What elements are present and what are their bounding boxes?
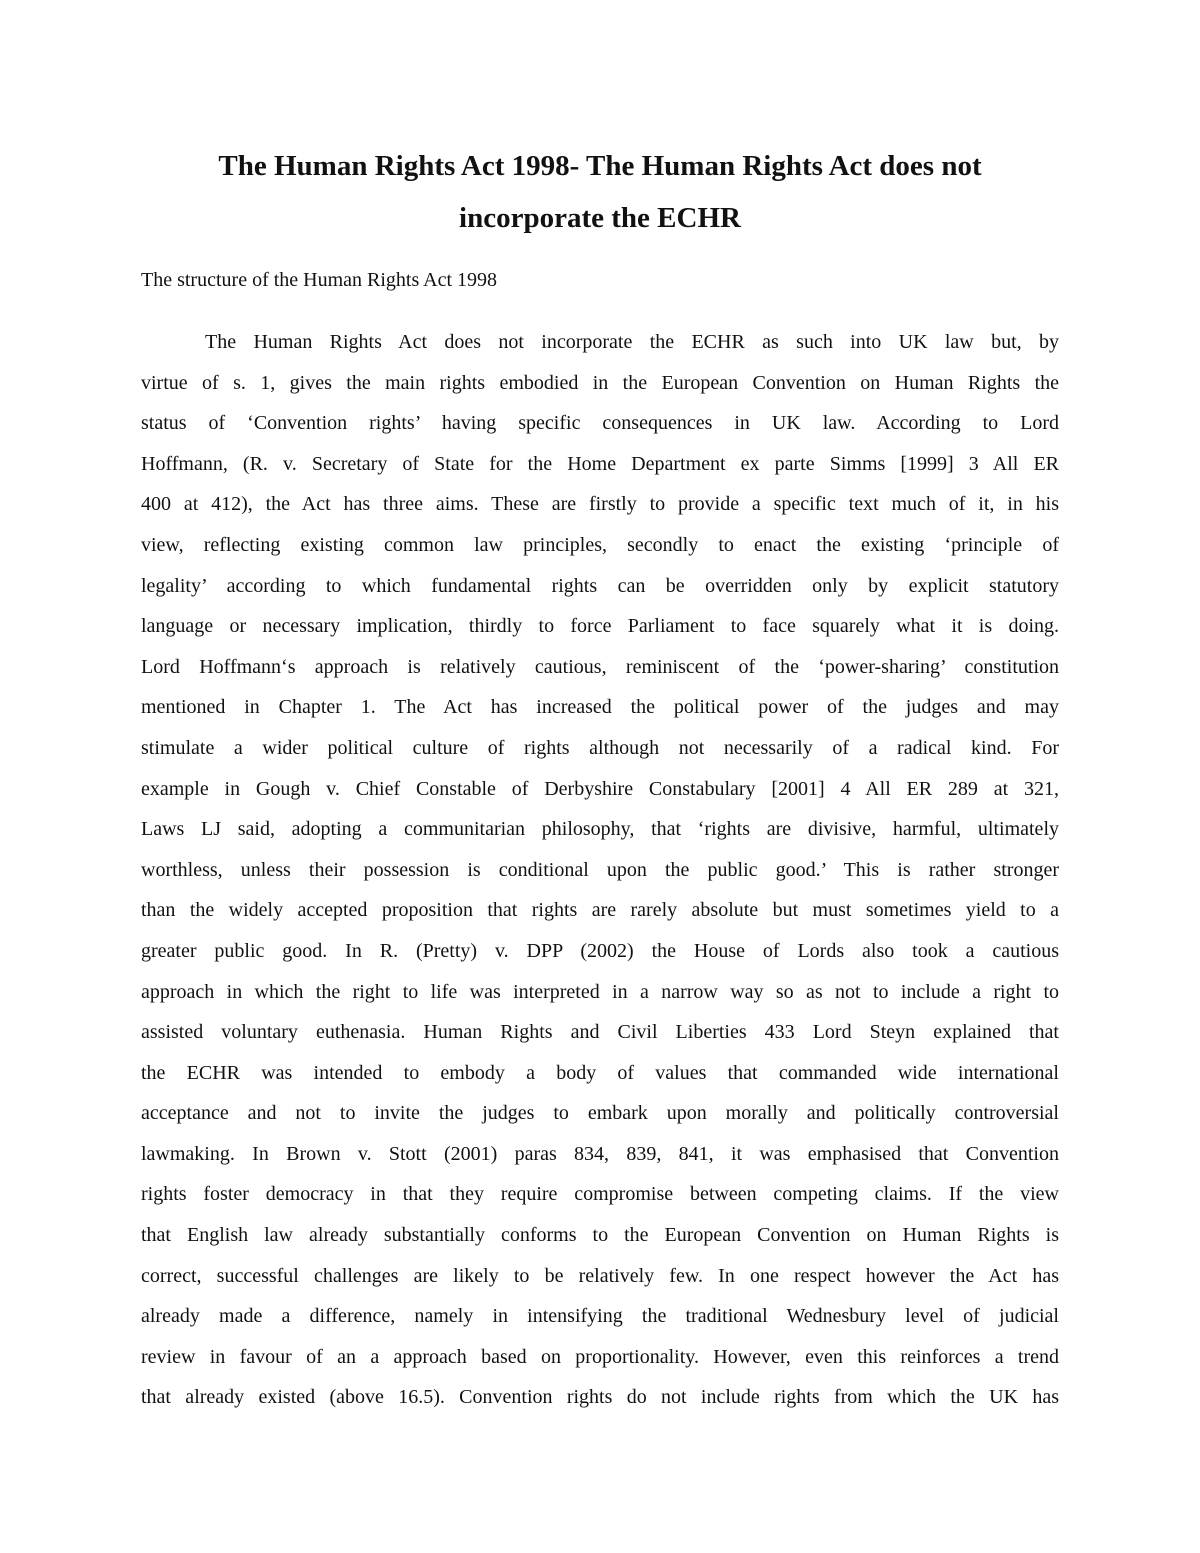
paragraph-line: that English law already substantially conforms to the European Convention on Human Rights is [141,1224,1059,1247]
paragraph-line: Lord Hoffmann‘s approach is relatively cautious, reminiscent of the ‘power-sharing’ constitution [141,655,1059,678]
paragraph-line: language or necessary implication, thirdly to force Parliament to face squarely what it is doing. [141,615,1059,638]
paragraph-line: Hoffmann, (R. v. Secretary of State for the Home Department ex parte Simms [1999] 3 All ER [141,452,1059,475]
paragraph-line: virtue of s. 1, gives the main rights embodied in the European Convention on Human Rights the [141,371,1059,394]
section-subheading: The structure of the Human Rights Act 1998 [141,269,498,291]
paragraph-line: already made a difference, namely in intensifying the traditional Wednesbury level of judicial [141,1305,1059,1328]
document-title [140,140,1060,244]
paragraph-line: that already existed (above 16.5). Convention rights do not include rights from which the UK has [141,1386,1059,1409]
paragraph-line: lawmaking. In Brown v. Stott (2001) paras 834, 839, 841, it was emphasised that Convention [141,1142,1059,1165]
body-paragraph [141,322,1059,1418]
paragraph-line: stimulate a wider political culture of rights although not necessarily of a radical kind. For [141,736,1059,759]
paragraph-line: correct, successful challenges are likely to be relatively few. In one respect however the Act has [141,1264,1059,1287]
paragraph-line: rights foster democracy in that they require compromise between competing claims. If the view [141,1183,1059,1206]
title-line-1: The Human Rights Act 1998- The Human Rights Act does not [218,150,982,182]
paragraph-line: view, reflecting existing common law principles, secondly to enact the existing ‘principle of [141,533,1059,556]
paragraph-line: example in Gough v. Chief Constable of Derbyshire Constabulary [2001] 4 All ER 289 at 321, [141,777,1059,800]
paragraph-line: worthless, unless their possession is conditional upon the public good.’ This is rather stronger [141,858,1059,881]
paragraph-line: 400 at 412), the Act has three aims. These are firstly to provide a specific text much of it, in his [141,493,1059,516]
paragraph-line: Laws LJ said, adopting a communitarian philosophy, that ‘rights are divisive, harmful, ultimately [141,818,1059,841]
paragraph-line: the ECHR was intended to embody a body of values that commanded wide international [141,1061,1059,1084]
paragraph-line: acceptance and not to invite the judges to embark upon morally and politically controversial [141,1102,1059,1125]
title-line-2: incorporate the ECHR [459,202,741,234]
paragraph-line: greater public good. In R. (Pretty) v. DPP (2002) the House of Lords also took a cautious [141,939,1059,962]
paragraph-line: mentioned in Chapter 1. The Act has increased the political power of the judges and may [141,696,1059,719]
paragraph-line: legality’ according to which fundamental rights can be overridden only by explicit statutory [141,574,1059,597]
paragraph-line: status of ‘Convention rights’ having specific consequences in UK law. According to Lord [141,412,1059,435]
paragraph-line: approach in which the right to life was interpreted in a narrow way so as not to include a right to [141,980,1059,1003]
paragraph-line: review in favour of an a approach based on proportionality. However, even this reinforces a trend [141,1345,1059,1368]
paragraph-line: assisted voluntary euthenasia. Human Rights and Civil Liberties 433 Lord Steyn explained that [141,1021,1059,1044]
paragraph-line: The Human Rights Act does not incorporate the ECHR as such into UK law but, by [205,331,1059,353]
paragraph-line: than the widely accepted proposition that rights are rarely absolute but must sometimes yield to a [141,899,1059,922]
